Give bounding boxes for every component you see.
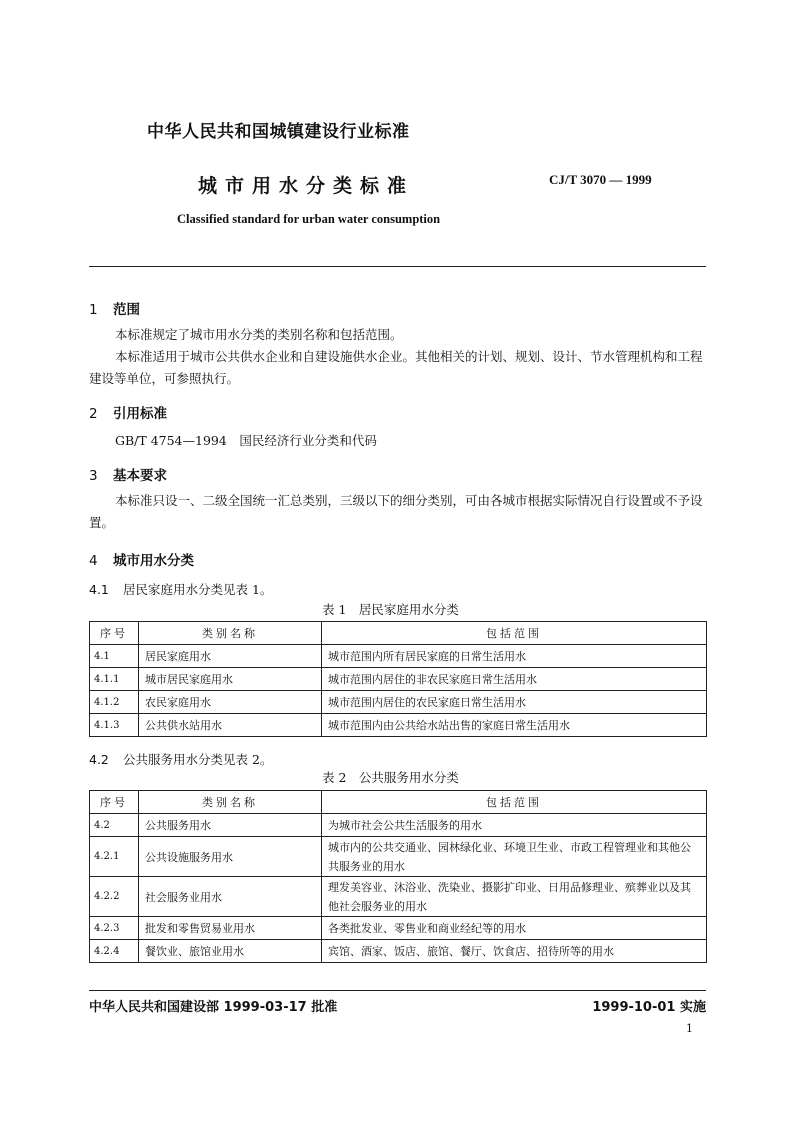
cell-code: 4.1.2 (90, 691, 139, 714)
cell-code: 4.2.1 (90, 837, 139, 877)
section-title: 范围 (113, 302, 140, 318)
cell-code: 4.1 (90, 645, 139, 668)
approval-date: 中华人民共和国建设部 1999-03-17 批准 (89, 1000, 338, 1015)
section-number: 3 (89, 468, 98, 484)
reference-item: GB/T 4754—1994 国民经济行业分类和代码 (115, 433, 377, 448)
cell-scope: 城市范围内所有居民家庭的日常生活用水 (322, 645, 707, 668)
table-row (90, 837, 707, 877)
section-number: 4 (89, 553, 98, 569)
cell-scope: 各类批发业、零售业和商业经纪等的用水 (322, 917, 707, 940)
paragraph: 本标准适用于城市公共供水企业和自建设施供水企业。其他相关的计划、规划、设计、节水管理机构和工程建设等单位，可参照执行。 (89, 349, 703, 386)
cell-category: 公共服务用水 (139, 814, 322, 837)
section-title: 城市用水分类 (113, 553, 194, 569)
paragraph: 本标准只设一、二级全国统一汇总类别，三级以下的细分类别，可由各城市根据实际情况自行设置或不予设置。 (89, 493, 703, 530)
section-title: 引用标准 (113, 406, 167, 422)
header-divider (89, 266, 706, 267)
table-2 (89, 790, 707, 963)
section-heading-3 (89, 464, 167, 484)
section-number: 2 (89, 406, 98, 422)
cell-category: 农民家庭用水 (139, 691, 322, 714)
section-heading-1 (89, 298, 140, 318)
subsection-text: 居民家庭用水分类见表 1。 (123, 582, 273, 597)
subsection-text: 公共服务用水分类见表 2。 (123, 752, 273, 767)
column-header: 序号 (90, 622, 139, 645)
english-title: Classified standard for urban water consumption (177, 212, 441, 226)
table-row (90, 691, 707, 714)
table-2-caption: 表 2 公共服务用水分类 (322, 770, 459, 785)
issuing-authority: 中华人民共和国城镇建设行业标准 (147, 122, 410, 142)
document-title: 城市用水分类标准 (198, 175, 415, 197)
implementation-date: 1999-10-01 实施 (592, 1000, 706, 1015)
subsection-number: 4.2 (89, 752, 109, 767)
cell-category: 城市居民家庭用水 (139, 668, 322, 691)
cell-scope: 城市范围内由公共给水站出售的家庭日常生活用水 (322, 714, 707, 737)
table-row (90, 814, 707, 837)
table-row (90, 917, 707, 940)
cell-code: 4.1.1 (90, 668, 139, 691)
column-header: 类别名称 (139, 622, 322, 645)
cell-scope: 理发美容业、沐浴业、洗染业、摄影扩印业、日用品修理业、殡葬业以及其他社会服务业的用水 (322, 877, 707, 917)
cell-scope: 为城市社会公共生活服务的用水 (322, 814, 707, 837)
column-header: 类别名称 (139, 791, 322, 814)
table-header-row (90, 791, 707, 814)
column-header: 包括范围 (322, 622, 707, 645)
cell-scope: 城市内的公共交通业、园林绿化业、环境卫生业、市政工程管理业和其他公共服务业的用水 (322, 837, 707, 877)
cell-scope: 城市范围内居住的农民家庭日常生活用水 (322, 691, 707, 714)
section-number: 1 (89, 302, 98, 318)
cell-scope: 城市范围内居住的非农民家庭日常生活用水 (322, 668, 707, 691)
cell-category: 居民家庭用水 (139, 645, 322, 668)
cell-scope: 宾馆、酒家、饭店、旅馆、餐厅、饮食店、招待所等的用水 (322, 940, 707, 963)
column-header: 包括范围 (322, 791, 707, 814)
footer-divider (89, 990, 706, 991)
table-row (90, 877, 707, 917)
standard-code: CJ/T 3070 — 1999 (549, 172, 652, 187)
cell-category: 公共设施服务用水 (139, 837, 322, 877)
subsection-4-1 (89, 580, 272, 598)
table-1 (89, 621, 707, 737)
cell-category: 批发和零售贸易业用水 (139, 917, 322, 940)
cell-code: 4.2.2 (90, 877, 139, 917)
cell-code: 4.2.4 (90, 940, 139, 963)
section-title: 基本要求 (113, 468, 167, 484)
table-row (90, 714, 707, 737)
cell-code: 4.2 (90, 814, 139, 837)
table-row (90, 668, 707, 691)
table-header-row (90, 622, 707, 645)
cell-code: 4.1.3 (90, 714, 139, 737)
subsection-number: 4.1 (89, 582, 109, 597)
cell-category: 公共供水站用水 (139, 714, 322, 737)
table-1-caption: 表 1 居民家庭用水分类 (322, 602, 459, 617)
paragraph: 本标准规定了城市用水分类的类别名称和包括范围。 (115, 327, 403, 342)
table-row (90, 940, 707, 963)
subsection-4-2 (89, 750, 272, 768)
table-row (90, 645, 707, 668)
column-header: 序号 (90, 791, 139, 814)
page-number: 1 (686, 1022, 693, 1035)
cell-category: 社会服务业用水 (139, 877, 322, 917)
section-heading-4 (89, 549, 194, 569)
cell-code: 4.2.3 (90, 917, 139, 940)
cell-category: 餐饮业、旅馆业用水 (139, 940, 322, 963)
section-heading-2 (89, 402, 167, 422)
